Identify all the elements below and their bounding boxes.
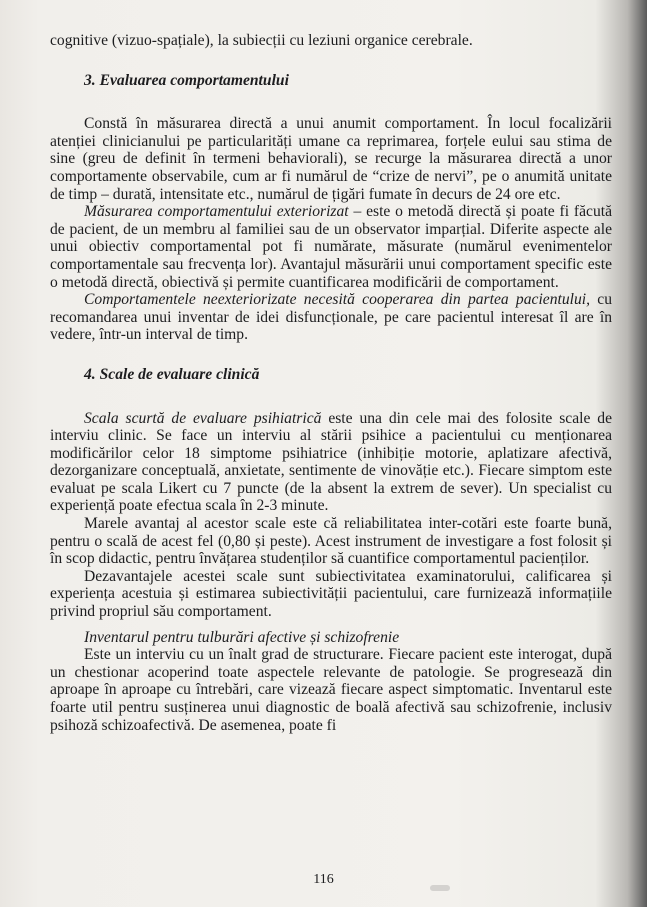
section-3-paragraph-3 [50,291,612,344]
section-4-paragraph-1 [50,410,612,516]
section-4-subheading-italic: Inventarul pentru tulburări afective și schizofrenie [84,628,400,646]
section-3-heading: 3. Evaluarea comportamentului [84,71,289,89]
scan-smudge [430,885,450,891]
section-3-paragraph-2-italic: Măsurarea comportamentului exteriorizat [84,203,349,221]
intro-line: cognitive (vizuo-spațiale), la subiecții cu leziuni organice cerebrale. [50,32,473,49]
text-column [50,32,612,734]
section-4-heading: 4. Scale de evaluare clinică [84,365,260,383]
section-3-paragraph-1: Constă în măsurarea directă a unui anumit comportament. În locul focalizării atenției clinicianului pe particularități umane ca reprimarea, forțele eului sau stima de sine (greu de definit în termeni behaviorali), se recurge la măsurarea directă a unor comportamente observabile, cum ar fi numărul de “crize de nervi”, pe o anumită unitate de timp – durată, intensitate etc., numărul de țigări fumate în decurs de 24 ore etc. [50,115,612,203]
section-4-paragraph-3: Dezavantajele acestei scale sunt subiectivitatea examinatorului, calificarea și experiența acestuia și estimarea subiectivității pacientului, care furnizează informațiile privind propriul său comportament. [50,567,612,621]
page-number: 116 [313,872,334,887]
section-3-paragraph-3-rest: cu recomandarea unui inventar de idei disfuncționale, pe care pacientul interesat îl are în vedere, într-un interval de timp. [50,291,612,344]
section-3-paragraph-2 [50,203,612,291]
section-4-paragraph-1-rest: este una din cele mai des folosite scale de interviu clinic. Se face un interviu al stării psihice a pacientului cu menționarea modificărilor celor 18 simptome psihiatrice (inhibiție motorie, aplatizare afectivă, dezorganizare conceptuală, anxietate, sentimente de vinovăție etc.). Fiecare simptom este evaluat pe scala Likert cu 7 puncte (de la absent la extrem de sever). Un specialist cu experiență poate efectua scala în 2-3 minute. [50,409,612,515]
section-4-paragraph-5: Este un interviu cu un înalt grad de structurare. Fiecare pacient este interogat, după un chestionar acoperind toate aspectele relevante de patologie. Se progresează din aproape în aproape cu întrebări, care vizează fiecare aspect simptomatic. Inventarul este foarte util pentru susținerea unui diagnostic de boală afectivă sau schizofrenie, inclusiv psihoză schizoafectivă. De asemenea, poate fi [50,646,612,734]
section-3-paragraph-3-italic: Comportamentele neexteriorizate necesită cooperarea din partea pacientului, [84,291,590,309]
section-4-paragraph-1-italic: Scala scurtă de evaluare psihiatrică [84,409,322,427]
section-4-paragraph-2: Marele avantaj al acestor scale este că reliabilitatea inter-cotări este foarte bună, pentru o scală de acest fel (0,80 și peste). Acest instrument de investigare a fost folosit și în scop didactic, pentru învățarea studenților să cuantifice comportamentul pacienților. [50,515,612,568]
section-4-subheading [50,629,612,647]
section-3-paragraph-2-rest: – este o metodă directă și poate fi făcută de pacient, de un membru al familiei sau de un observator imparțial. Diferite aspecte ale unui obiectiv comportamental pot fi numărate, măsurate (numărul evenimentelor comportamentale sau frecvența lor). Avantajul măsurării unui comportament specific este o metodă directă, obiectivă și permite cuantificarea modificării de comportament. [50,203,612,291]
